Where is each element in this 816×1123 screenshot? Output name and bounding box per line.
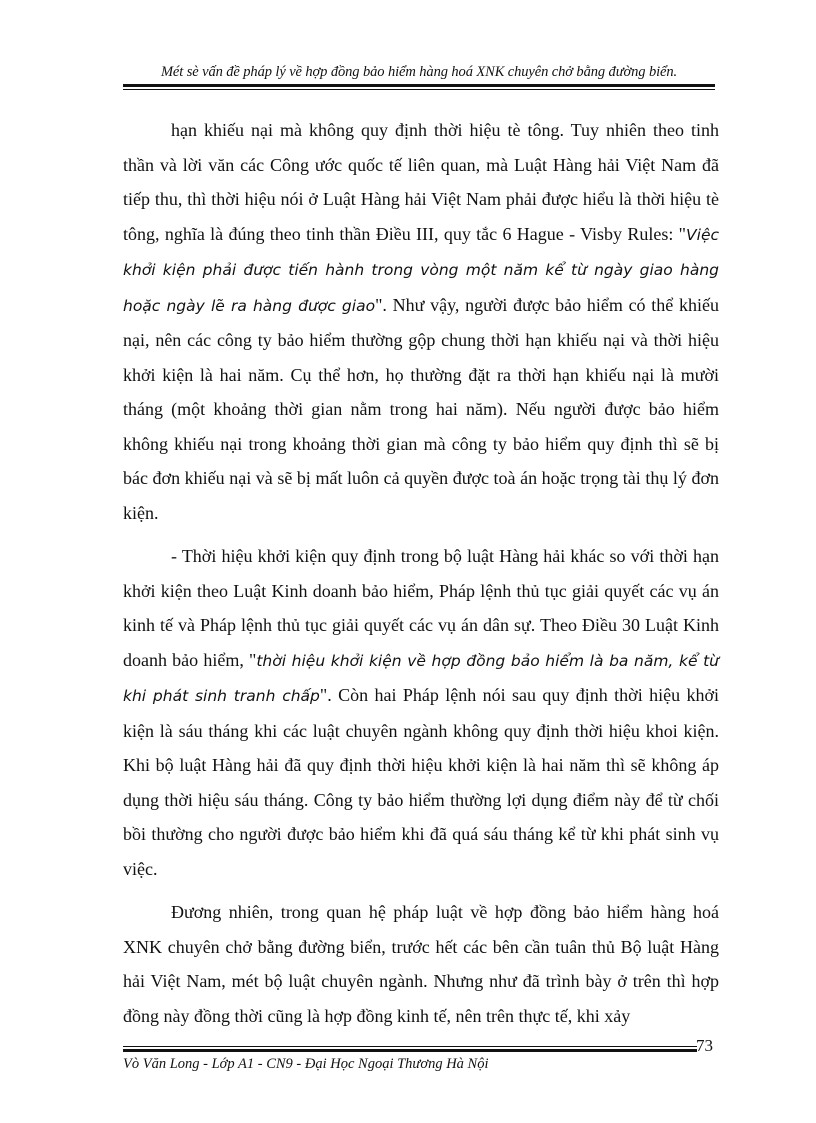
paragraph-3-text: Đương nhiên, trong quan hệ pháp luật về hợp đồng bảo hiểm hàng hoá XNK chuyên chở bằng đường biển, trước hết các bên cần tuân thủ Bộ luật Hàng hải Việt Nam, mét bộ luật chuyên ngành. Nhưng như đã trình bày ở trên thì hợp đồng này đồng thời cũng là hợp đồng kinh tế, nên trên thực tế, khi xảy xyxy=(123,902,719,1026)
paragraph-2-text-a: - Thời hiệu khởi kiện quy định trong bộ luật Hàng hải khác so với thời hạn khởi kiện theo Luật Kinh doanh bảo hiểm, Pháp lệnh thủ tục giải quyết các vụ án kinh tế và Pháp lệnh thủ tục giải quyết các vụ án dân sự. Theo Điều 30 Luật Kinh doanh bảo hiểm, " xyxy=(123,546,719,670)
header-rule xyxy=(123,84,715,90)
page-footer xyxy=(123,1036,715,1080)
paragraph-1-text-a: hạn khiếu nại mà không quy định thời hiệu tè tông. Tuy nhiên theo tinh thần và lời văn các Công ước quốc tế liên quan, mà Luật Hàng hải Việt Nam đã tiếp thu, thì thời hiệu nói ở Luật Hàng hải Việt Nam phải được hiểu là thời hiệu tè tông, nghĩa là đúng theo tinh thần Điều III, quy tắc 6 Hague - Visby Rules: " xyxy=(123,120,719,244)
paragraph-2-quote: thời hiệu khởi kiện về hợp đồng bảo hiểm là ba năm, kể từ khi phát sinh tranh chấp xyxy=(123,651,719,705)
paragraph-3 xyxy=(123,895,719,1033)
footer-rule xyxy=(123,1046,697,1052)
header-title: Mét sè vấn đề pháp lý về hợp đồng bảo hiểm hàng hoá XNK chuyên chở bằng đường biển. xyxy=(160,64,678,80)
paragraph-1 xyxy=(123,113,719,530)
body-text xyxy=(123,113,719,1042)
paragraph-2-text-b: ". Còn hai Pháp lệnh nói sau quy định thời hiệu khởi kiện là sáu tháng khi các luật chuyên ngành không quy định thời hiệu khoi kiện. Khi bộ luật Hàng hải đã quy định thời hiệu khởi kiện là hai năm thì sẽ không áp dụng thời hiệu sáu tháng. Công ty bảo hiểm thường lợi dụng điểm này để từ chối bồi thường cho người được bảo hiểm khi đã quá sáu tháng kể từ khi phát sinh vụ việc. xyxy=(123,685,719,879)
footer-author: Vò Văn Long - Lớp A1 - CN9 - Đại Học Ngoại Thương Hà Nội xyxy=(123,1056,489,1072)
paragraph-1-text-b: ". Như vậy, người được bảo hiểm có thể khiếu nại, nên các công ty bảo hiểm thường gộp chung thời hạn khiếu nại và thời hiệu khởi kiện là hai năm. Cụ thể hơn, họ thường đặt ra thời hạn khiếu nại là mười tháng (một khoảng thời gian nằm trong hai năm). Nếu người được bảo hiểm không khiếu nại trong khoảng thời gian mà công ty bảo hiểm quy định thì sẽ bị bác đơn khiếu nại và sẽ bị mất luôn cả quyền được toà án hoặc trọng tài thụ lý đơn kiện. xyxy=(123,294,719,523)
paragraph-2 xyxy=(123,539,719,886)
page-header xyxy=(123,64,715,90)
paragraph-1-quote: Việc khởi kiện phải được tiến hành trong vòng một năm kể từ ngày giao hàng hoặc ngày lẽ ra hàng được giao xyxy=(123,225,719,315)
page-number: 73 xyxy=(696,1036,713,1055)
